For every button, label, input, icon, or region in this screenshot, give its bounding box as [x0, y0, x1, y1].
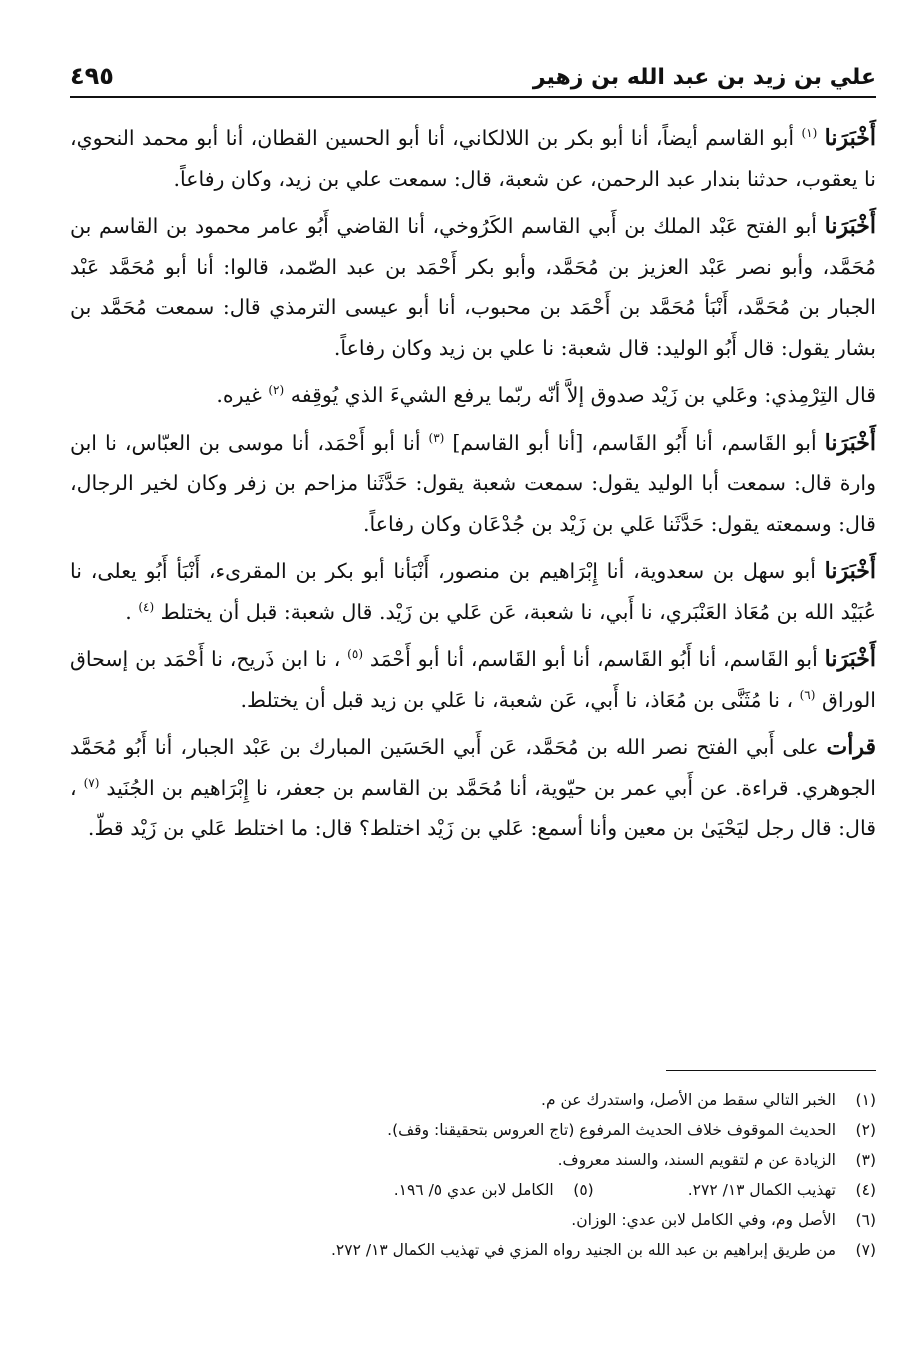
- footnote-ref: (٥): [347, 647, 363, 662]
- footnote-number: (٧): [855, 1241, 876, 1259]
- footnote-number: (٦): [855, 1211, 876, 1229]
- footnote-number: (٣): [855, 1151, 876, 1169]
- paragraph-tail: غيره.: [216, 383, 262, 407]
- footnote-item: [70, 1235, 876, 1265]
- footnote-number: (١): [855, 1091, 876, 1109]
- footnote-text: الكامل لابن عدي ٥/ ١٩٦.: [393, 1181, 554, 1199]
- footnote-ref: (٧): [83, 775, 100, 790]
- paragraph-6: [70, 639, 876, 720]
- paragraph-tail: أنا أبو أَحْمَد، أنا موسى بن العبّاس، نا ابن وارة قال: سمعت أبا الوليد يقول: سمعت شعبة يقول: حَدَّثَنا مزاحم بن زفر وكان لخير الرجال، قال: وسمعته يقول: حَدَّثَنا عَلي بن زَيْد بن جُدْعَان وكان رفاعاً.: [70, 430, 876, 536]
- footnote-text: الأصل وم، وفي الكامل لابن عدي: الوزان.: [571, 1211, 836, 1229]
- paragraph-5: [70, 551, 876, 632]
- paragraph-3: [70, 375, 876, 416]
- footnote-item: [70, 1085, 876, 1115]
- paragraph-tail: ، نا ابن ذَريح، نا أَحْمَد بن إسحاق الوراق: [70, 647, 876, 712]
- paragraph-tail: .: [125, 599, 132, 624]
- paragraph-tail: ، قال: قال رجل ليَحْيَىٰ بن معين وأنا أسمع: عَلي بن زَيْد اختلط؟ قال: ما اختلط عَلي بن زَيْد قطّ.: [70, 775, 876, 840]
- paragraph-text: قال التِرْمِذي: وعَلي بن زَيْد صدوق إلاَّ أنّه ربّما يرفع الشيءَ الذي يُوقِفه: [290, 383, 876, 407]
- footnote-number: (٥): [573, 1181, 594, 1199]
- footnote-ref: (١): [801, 126, 818, 141]
- footnote-text: الزيادة عن م لتقويم السند، والسند معروف.: [557, 1151, 836, 1169]
- page-number: ٤٩٥: [70, 62, 114, 90]
- paragraph-text: أبو الفتح عَبْد الملك بن أَبي القاسم الكَرُوخي، أنا القاضي أَبُو عامر محمود بن القاسم بن مُحَمَّد، وأبو نصر عَبْد العزيز بن مُحَمَّد، وأبو بكر أَحْمَد بن عبد الصّمد، قالوا: أنا أبو مُحَمَّد عَبْد الجبار بن مُحَمَّد، أَنْبَأ مُحَمَّد بن أَحْمَد بن محبوب، أنا أبو عيسى الترمذي قال: سمعت مُحَمَّد بن بشار يقول: قال أَبُو الوليد: قال شعبة: نا علي بن زيد وكان رفاعاً.: [70, 214, 876, 360]
- paragraph-text: على أَبي الفتح نصر الله بن مُحَمَّد، عَن أَبي الحَسَين المبارك بن عَبْد الجبار، أنا أَبُو مُحَمَّد الجوهري. قراءة. عن أَبي عمر بن حيّوية، أنا مُحَمَّد بن القاسم بن جعفر، نا إِبْرَاهيم بن الجُنَيد: [70, 735, 876, 800]
- main-text: [70, 118, 876, 856]
- paragraph-keyword: أَخْبَرَنا: [824, 213, 876, 239]
- footnote-text: الحديث الموقوف خلاف الحديث المرفوع (تاج العروس بتحقيقنا: وقف).: [387, 1121, 836, 1139]
- footnote-spacer: [606, 1175, 676, 1205]
- footnote-ref: (٤): [138, 599, 155, 614]
- footnote-text: من طريق إبراهيم بن عبد الله بن الجنيد رواه المزي في تهذيب الكمال ١٣/ ٢٧٢.: [330, 1241, 836, 1259]
- paragraph-tail: ، نا مُثَنَّى بن مُعَاذ، نا أَبي، عَن شعبة، نا عَلي بن زيد قبل أن يختلط.: [240, 687, 794, 712]
- paragraph-4: [70, 423, 876, 545]
- footnote-item: [70, 1175, 876, 1205]
- footnote-number: (٤): [855, 1181, 876, 1199]
- paragraph-text: أبو سهل بن سعدوية، أنا إِبْرَاهيم بن منصور، أَنْبَأنا أبو بكر بن المقرىء، أَنْبَأ أَبُو يعلى، نا عُبَيْد الله بن مُعَاذ العَنْبَري، نا أَبي، نا شعبة، عَن عَلي بن زَيْد. قال شعبة: قبل أن يختلط: [70, 559, 876, 624]
- footnote-item: [70, 1115, 876, 1145]
- paragraph-text: أبو القاسم أيضاً، أنا أبو بكر بن اللالكاني، أنا أبو الحسين القطان، أنا أبو محمد النحوي، نا يعقوب، حدثنا بندار عبد الرحمن، عن شعبة، قال: سمعت علي بن زيد، وكان رفاعاً.: [70, 126, 876, 191]
- paragraph-1: [70, 118, 876, 199]
- paragraph-keyword: أَخْبَرَنا: [824, 429, 876, 456]
- running-title: علي بن زيد بن عبد الله بن زهير: [532, 65, 876, 90]
- paragraph-2: [70, 206, 876, 368]
- footnote-text: الخبر التالي سقط من الأصل، واستدرك عن م.: [541, 1091, 836, 1109]
- footnote-divider: [666, 1070, 876, 1071]
- footnote-ref: (٦): [799, 687, 816, 702]
- paragraph-text: أبو القَاسم، أنا أَبُو القَاسم، أنا أبو القَاسم، أنا أبو أَحْمَد: [369, 647, 818, 671]
- footnote-text: تهذيب الكمال ١٣/ ٢٧٢.: [687, 1181, 836, 1199]
- paragraph-keyword: أَخْبَرَنا: [824, 558, 876, 584]
- paragraph-keyword: قرأت: [826, 734, 876, 760]
- footnote-item: [70, 1205, 876, 1235]
- paragraph-keyword: أَخْبَرَنا: [824, 125, 876, 151]
- footnote-ref: (٣): [428, 430, 445, 445]
- paragraph-text: أبو القَاسم، أنا أَبُو القَاسم، [أنا أبو القاسم]: [452, 430, 817, 455]
- footnote-number: (٢): [855, 1121, 876, 1139]
- footnote-item: [70, 1145, 876, 1175]
- paragraph-keyword: أَخْبَرَنا: [824, 646, 876, 672]
- page-header: [70, 58, 876, 98]
- footnotes: [70, 1085, 876, 1265]
- paragraph-7: [70, 727, 876, 849]
- footnote-ref: (٢): [268, 383, 285, 398]
